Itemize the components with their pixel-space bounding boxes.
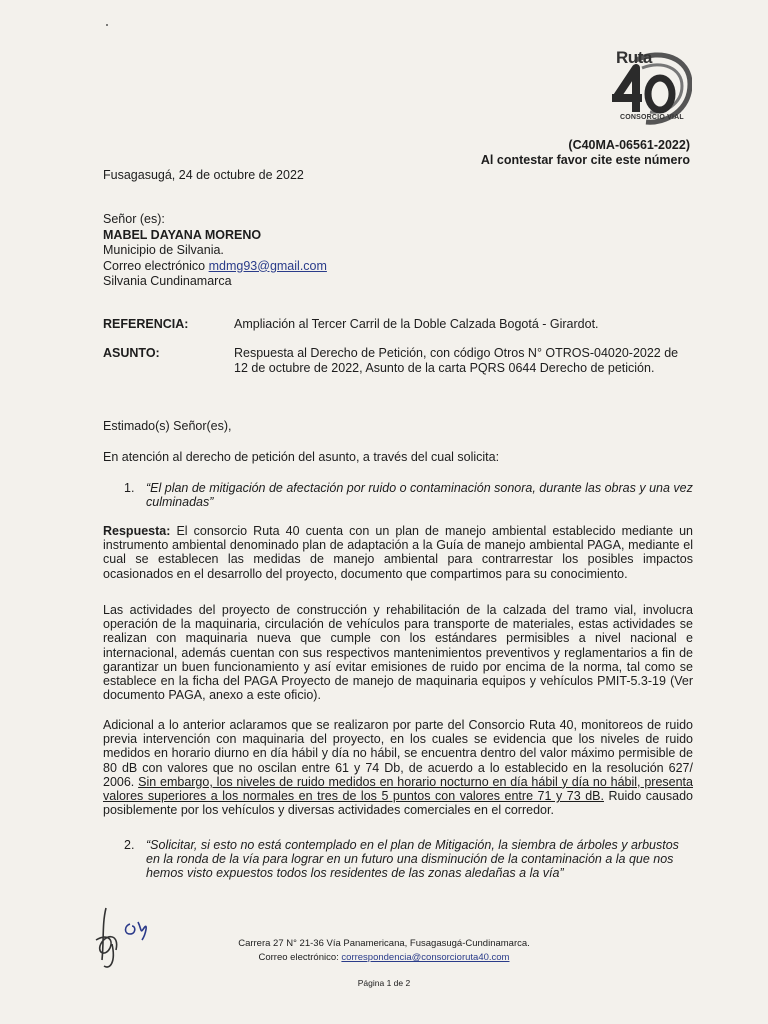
intro-paragraph: En atención al derecho de petición del asunto, a través del cual solicita:: [103, 450, 500, 464]
response-label: Respuesta:: [103, 524, 171, 538]
machinery-paragraph: Las actividades del proyecto de construcción y rehabilitación de la calzada del tramo vial, involucra operación de la maquinaria, circulación de vehículos para transporte de materiales, estas actividades se realizan con maquinaria nueva que cumple con los estándares permisibles a nivel nacional e internacional, además cuentan con sus respectivos mantenimientos preventivos y reglamentarios a fin de garantizar un buen funcionamiento y así evitar emisiones de ruido por encima de la norma, tal como se establece en la ficha del PAGA Proyecto de manejo de maquinaria equipos y vehículos PMIT-5.3-19 (Ver documento PAGA, anexo a este oficio).: [103, 603, 693, 703]
footer-address: Carrera 27 N° 21-36 Vía Panamericana, Fusagasugá-Cundinamarca.: [238, 938, 530, 949]
noise-text-underlined: Sin embargo, los niveles de ruido medidos en horario nocturno en día hábil y día no hábil, presenta valores superiores a los normales en tres de los 5 puntos con valores entre 71 y 73 dB.: [103, 774, 693, 804]
reference-label: REFERENCIA:: [103, 317, 189, 331]
request-quote-1: [124, 481, 694, 509]
footer-email-line: [0, 952, 768, 963]
scan-speck: [106, 24, 108, 26]
noise-monitoring-paragraph: [103, 718, 693, 817]
recipient-location: Silvania Cundinamarca: [103, 274, 232, 288]
footer-email-link[interactable]: correspondencia@consorcioruta40.com: [341, 952, 510, 963]
request-number-1: 1.: [124, 481, 135, 495]
request-text-1: “El plan de mitigación de afectación por ruido o contaminación sonora, durante las obras y una vez culminadas”: [146, 481, 693, 510]
request-quote-2: [124, 838, 694, 881]
recipient-municipality: Municipio de Silvania.: [103, 243, 224, 257]
subject-text: Respuesta al Derecho de Petición, con código Otros N° OTROS-04020-2022 de 12 de octubre de 2022, Asunto de la carta PQRS 0644 Derecho de petición.: [234, 346, 679, 375]
request-text-2: “Solicitar, si esto no está contemplado en el plan de Mitigación, la siembra de árboles y arbustos en la ronda de la vía para lograr en un futuro una disminución de la contaminación a la que nos hemos visto expuestos todos los residentes de las zonas aledañas a la vía”: [146, 838, 679, 881]
footer-email-label: Correo electrónico:: [258, 952, 339, 963]
recipient-block: [103, 212, 327, 290]
page-number: Página 1 de 2: [357, 978, 411, 988]
noise-text-b: Ruido causado posiblemente por los vehículos y diversas actividades comerciales en el corredor.: [103, 789, 693, 818]
cite-note: Al contestar favor cite este número: [480, 153, 690, 167]
request-number-2: 2.: [124, 838, 135, 852]
subject-label: ASUNTO:: [103, 346, 160, 360]
recipient-email-line: [103, 259, 327, 275]
recipient-email-link[interactable]: mdmg93@gmail.com: [208, 258, 327, 273]
response-text: El consorcio Ruta 40 cuenta con un plan de manejo ambiental establecido mediante un instrumento ambiental denominado plan de adaptación a la Guía de manejo ambiental PAGA, mediante el cual se establecen las medidas de manejo ambiental para contrarrestar los posibles impactos ocasionados en el desarrollo del proyecto, documento que compartimos para su conocimiento.: [103, 524, 693, 581]
document-code: (C40MA-06561-2022): [568, 138, 690, 152]
recipient-name: MABEL DAYANA MORENO: [103, 227, 262, 242]
greeting: Estimado(s) Señor(es),: [103, 419, 232, 433]
response-paragraph: [103, 524, 693, 581]
letter-date: Fusagasugá, 24 de octubre de 2022: [103, 168, 304, 182]
noise-text-a: Adicional a lo anterior aclaramos que se realizaron por parte del Consorcio Ruta 40, monitoreos de ruido previa intervención con maquinaria del proyecto, en los cuales se evidencia que los niveles de ruido medidos en horario diurno en día hábil y día no hábil, se encuentra dentro del valor máximo permisible de 80 dB con valores que no oscilan entre 61 y 74 Db, de acuerdo a lo establecido en la resolución 627/ 2006.: [103, 718, 693, 789]
logo-brand-text: Ruta: [616, 48, 652, 67]
recipient-salutation-title: Señor (es):: [103, 212, 165, 226]
recipient-email-label: Correo electrónico: [103, 258, 206, 273]
reference-text: Ampliación al Tercer Carril de la Doble Calzada Bogotá - Girardot.: [234, 317, 599, 331]
logo-caption: CONSORCIO VIAL: [620, 114, 684, 121]
